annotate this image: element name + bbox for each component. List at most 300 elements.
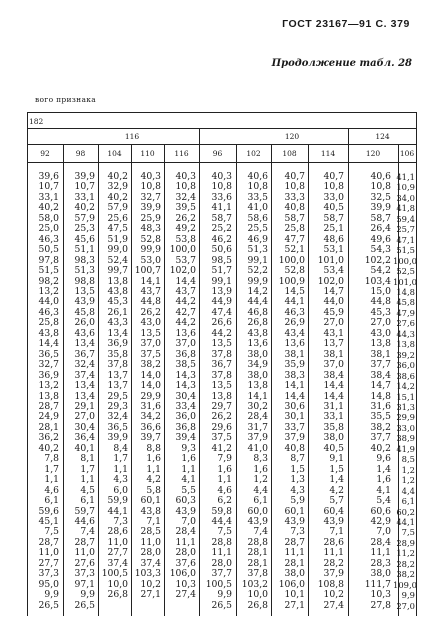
table-cell: 41,1 [211,202,232,214]
table-cell: 26,2 [140,306,161,318]
table-cell: 26,8 [247,599,268,611]
table-cell: 97,8 [38,254,59,266]
table-cell: 28,0 [140,547,161,559]
column-header: 116 [174,149,189,158]
table-cell: 26,0 [74,317,95,329]
table-cell: 37,0 [323,359,344,371]
table-cell: 99,9 [140,244,161,256]
table-cell: 40,7 [284,171,305,182]
table-cell: 37,3 [74,568,95,580]
table-cell: 38,3 [284,369,305,381]
table-cell: 28,6 [107,526,128,538]
table-cell: 41,0 [247,442,268,454]
table-cell: 4,6 [217,484,232,496]
table-cell: 10,2 [323,589,344,601]
table-cell: 10,3 [370,589,391,601]
table-cell: 26,8 [247,317,268,329]
table-cell: 4,3 [113,474,128,486]
table-cell: 4,4 [401,485,415,496]
table-cell: 1,6 [146,453,161,465]
table-cell: 39,5 [175,202,196,214]
table-cell: 38,0 [284,568,305,580]
table-cell: 40,3 [211,171,232,182]
table-cell: 48,3 [140,223,161,235]
table-cell: 43,7 [175,285,196,297]
table-cell: 59,9 [107,495,128,507]
table-cell: 10,1 [284,589,305,601]
table-cell: 51,3 [74,265,95,277]
table-cell: 10,8 [211,181,232,193]
column-header: 98 [75,149,86,158]
table-cell: 10,0 [107,578,128,590]
table-cell: 8,5 [401,454,415,465]
table-cell: 53,8 [175,233,196,245]
table-cell: 25,9 [140,212,161,224]
data-column [349,172,391,611]
table-cell: 37,5 [140,348,161,360]
table-cell: 43,8 [247,327,268,339]
table-cell: 1,1 [113,463,128,475]
table-cell: 27,1 [284,599,305,611]
column-header: 104 [107,149,122,158]
table-cell: 38,2 [396,569,415,580]
table-cell: 44,2 [175,317,196,329]
table-cell: 40,7 [323,171,344,182]
table-cell: 103,4 [364,275,391,287]
table-cell: 44,6 [74,515,95,527]
table-cell: 102,2 [364,254,391,266]
table-cell: 40,2 [107,171,128,182]
table-cell: 43,9 [323,515,344,527]
table-cell: 40,6 [370,171,391,182]
table-cell: 26,5 [74,599,95,611]
table-cell: 37,4 [140,557,161,569]
column-header: 96 [212,149,223,158]
table-cell: 27,6 [74,557,95,569]
table-cell: 5,8 [146,484,161,496]
table-cell: 28,0 [175,547,196,559]
table-cell: 7,1 [329,526,344,538]
table-cell: 27,8 [370,599,391,611]
table-cell: 7,5 [217,526,232,538]
table-cell: 99,7 [107,265,128,277]
table-cell: 51,9 [107,233,128,245]
table-cell: 10,8 [175,181,196,193]
table-cell: 39,4 [175,432,196,444]
table-cell: 8,4 [113,442,128,454]
table-cell: 48,6 [323,233,344,245]
table-cell: 14,0 [140,380,161,392]
table-cell: 9,6 [376,453,391,465]
table-cell: 36,7 [211,359,232,371]
table-cell: 24,9 [38,411,59,423]
table-cell: 60,2 [396,506,415,517]
table-cell: 11,1 [175,536,196,548]
table-cell: 1,2 [253,474,268,486]
table-cell: 40,5 [323,202,344,214]
table-cell: 38,0 [370,568,391,580]
table-cell: 44,0 [323,296,344,308]
table-cell: 14,4 [323,380,344,392]
table-cell: 108,8 [317,578,344,590]
table-cell: 7,0 [376,526,391,538]
table-cell: 35,9 [284,359,305,371]
table-cell: 49,6 [370,233,391,245]
table-cell: 46,3 [38,233,59,245]
table-cell: 5,5 [181,484,196,496]
table-cell: 52,4 [107,254,128,266]
table-cell: 37,0 [175,338,196,350]
table-cell: 102,0 [169,265,196,277]
table-cell: 1,5 [290,463,305,475]
table-cell: 45,3 [370,306,391,318]
table-cell: 40,3 [140,171,161,182]
table-cell: 102,0 [317,275,344,287]
table-cell: 100,9 [278,275,305,287]
table-cell: 46,2 [211,233,232,245]
table-cell: 13,8 [396,339,415,350]
table-cell: 58,7 [323,212,344,224]
table-cell: 1,1 [217,474,232,486]
table-cell: 13,4 [74,338,95,350]
table-cell: 99,9 [247,275,268,287]
table-cell: 14,3 [175,380,196,392]
table-cell: 43,6 [74,327,95,339]
table-cell: 4,1 [181,474,196,486]
table-cell: 38,0 [247,348,268,360]
table-rule [27,144,417,145]
table-cell: 44,8 [370,296,391,308]
table-cell: 106,0 [169,568,196,580]
table-cell: 40,2 [370,442,391,454]
table-cell: 60,6 [370,505,391,517]
table-cell: 39,9 [107,432,128,444]
table-cell: 59,4 [396,213,415,224]
data-column [237,172,268,611]
table-cell: 38,4 [370,369,391,381]
table-cell: 6,1 [401,496,415,507]
table-cell: 7,8 [44,453,59,465]
column-header: 114 [320,149,336,158]
table-cell: 36,6 [140,421,161,433]
table-cell: 46,3 [38,306,59,318]
table-cell: 13,2 [38,380,59,392]
table-cell: 29,6 [211,421,232,433]
table-cell: 13,8 [211,390,232,402]
table-cell: 14,1 [140,275,161,287]
table-cell: 26,4 [370,223,391,235]
table-cell: 37,3 [38,568,59,580]
table-cell: 14,4 [38,338,59,350]
table-cell: 11,2 [396,548,415,559]
table-cell: 41,8 [396,203,415,214]
table-cell: 28,1 [247,557,268,569]
table-cell: 13,9 [211,285,232,297]
table-cell: 26,2 [211,411,232,423]
table-cell: 59,7 [74,505,95,517]
data-column [309,172,344,611]
table-cell: 31,6 [370,400,391,412]
table-cell: 99,1 [247,254,268,266]
table-cell: 7,1 [146,515,161,527]
table-cell: 111,7 [364,578,391,590]
table-cell: 54,3 [370,244,391,256]
data-column [28,172,59,611]
table-cell: 36,7 [74,348,95,360]
table-cell: 10,0 [247,589,268,601]
table-cell: 100,5 [101,568,128,580]
table-cell: 39,9 [140,202,161,214]
table-cell: 33,0 [323,191,344,203]
table-cell: 1,6 [376,474,391,486]
table-cell: 45,8 [74,306,95,318]
table-cell: 100,5 [205,578,232,590]
table-cell: 11,0 [107,536,128,548]
column-header: 92 [40,149,50,158]
table-cell: 49,2 [175,223,196,235]
table-cell: 13,8 [38,390,59,402]
table-cell: 34,0 [396,192,415,203]
table-cell: 9,9 [80,589,95,601]
table-cell: 44,4 [211,515,232,527]
table-cell: 14,0 [140,369,161,381]
table-cell: 1,4 [329,474,344,486]
table-cell: 44,4 [247,296,268,308]
table-cell: 9,9 [401,590,415,601]
table-cell: 13,4 [74,390,95,402]
table-cell: 28,2 [323,557,344,569]
table-cell: 43,9 [247,515,268,527]
table-cell: 51,5 [396,245,415,256]
table-cell: 44,1 [284,296,305,308]
table-cell: 9,1 [329,453,344,465]
table-cell: 13,6 [284,338,305,350]
table-cell: 45,6 [74,233,95,245]
table-cell: 42,9 [370,515,391,527]
table-cell: 43,9 [74,296,95,308]
table-cell: 40,6 [247,171,268,182]
table-cell: 41,1 [396,172,415,182]
table-cell: 25,3 [74,223,95,235]
data-column [165,172,196,601]
table-cell: 13,5 [211,380,232,392]
table-cell: 58,7 [211,212,232,224]
table-cell: 7,5 [44,526,59,538]
table-cell: 13,6 [247,338,268,350]
table-cell: 47,9 [396,307,415,318]
table-cell: 51,1 [74,244,95,256]
table-cell: 37,8 [211,369,232,381]
table-cell: 29,7 [211,400,232,412]
group-header-124: 124 [375,132,390,141]
table-cell: 33,4 [175,400,196,412]
table-cell: 51,7 [211,265,232,277]
table-cell: 14,7 [323,285,344,297]
table-cell: 26,8 [107,589,128,601]
table-cell: 1,6 [253,463,268,475]
table-cell: 38,4 [323,369,344,381]
table-cell: 13,2 [38,285,59,297]
table-cell: 4,2 [329,484,344,496]
table-cell: 10,8 [140,181,161,193]
table-cell: 37,8 [211,348,232,360]
table-cell: 33,5 [247,191,268,203]
table-cell: 32,7 [38,359,59,371]
table-cell: 28,5 [140,526,161,538]
table-cell: 10,2 [140,578,161,590]
table-cell: 47,4 [211,306,232,318]
table-cell: 15,0 [370,285,391,297]
table-cell: 33,1 [323,411,344,423]
table-cell: 10,3 [175,578,196,590]
table-cell: 39,2 [396,349,415,360]
table-cell: 27,4 [175,589,196,601]
table-cell: 35,8 [107,348,128,360]
table-cell: 47,1 [396,234,415,245]
table-cell: 11,0 [38,547,59,559]
table-cell: 40,5 [323,442,344,454]
table-cell: 27,4 [323,599,344,611]
table-cell: 26,2 [175,212,196,224]
table-cell: 25,8 [38,317,59,329]
table-cell: 13,4 [74,380,95,392]
table-cell: 109,0 [393,579,417,590]
table-cell: 33,7 [284,421,305,433]
table-cell: 36,5 [38,348,59,360]
table-cell: 1,1 [44,474,59,486]
table-cell: 36,0 [175,411,196,423]
table-cell: 60,0 [247,505,268,517]
table-cell: 14,8 [396,286,415,297]
table-cell: 10,7 [38,181,59,193]
table-cell: 25,0 [38,223,59,235]
table-cell: 95,0 [38,578,59,590]
table-cell: 32,4 [74,359,95,371]
column-header: 106 [399,149,415,158]
table-cell: 45,9 [323,306,344,318]
table-cell: 8,3 [253,453,268,465]
table-cell: 52,8 [284,265,305,277]
table-cell: 14,4 [323,390,344,402]
table-cell: 32,4 [175,191,196,203]
table-cell: 28,1 [284,557,305,569]
column-header: 108 [282,149,297,158]
table-cell: 40,8 [284,442,305,454]
table-cell: 33,1 [38,191,59,203]
table-cell: 6,0 [113,484,128,496]
table-cell: 43,0 [370,327,391,339]
table-cell: 29,5 [107,390,128,402]
table-cell: 11,0 [140,536,161,548]
table-cell: 28,3 [370,557,391,569]
table-cell: 13,7 [323,338,344,350]
table-cell: 60,3 [175,495,196,507]
table-border-right [416,112,417,616]
table-cell: 38,6 [396,370,415,381]
table-cell: 1,1 [181,463,196,475]
table-cell: 13,6 [175,327,196,339]
table-cell: 100,0 [278,254,305,266]
table-cell: 7,5 [401,527,415,538]
table-cell: 33,1 [74,191,95,203]
table-cell: 38,1 [370,348,391,360]
table-cell: 13,8 [370,338,391,350]
table-cell: 28,7 [74,536,95,548]
table-cell: 11,1 [211,547,232,559]
data-column [393,172,415,611]
table-cell: 13,5 [74,285,95,297]
table-cell: 37,7 [370,432,391,444]
table-cell: 36,8 [175,348,196,360]
table-cell: 40,2 [74,202,95,214]
table-cell: 44,1 [107,505,128,517]
table-cell: 25,5 [247,223,268,235]
table-cell: 103,3 [134,568,161,580]
table-cell: 30,4 [74,421,95,433]
table-cell: 30,4 [175,390,196,402]
table-cell: 1,4 [376,463,391,475]
table-cell: 37,7 [370,359,391,371]
table-cell: 10,9 [396,182,415,193]
table-cell: 7,3 [290,526,305,538]
table-cell: 28,9 [396,537,415,548]
table-cell: 37,4 [74,369,95,381]
group-header-120: 120 [284,132,300,141]
table-cell: 11,0 [74,547,95,559]
table-cell: 36,2 [38,432,59,444]
table-cell: 37,6 [175,557,196,569]
table-cell: 43,8 [38,327,59,339]
column-header: 110 [140,149,155,158]
data-table [27,112,417,616]
table-cell: 13,4 [107,327,128,339]
table-cell: 58,6 [247,212,268,224]
table-cell: 50,6 [211,244,232,256]
table-cell: 99,1 [211,275,232,287]
table-cell: 28,4 [175,526,196,538]
table-cell: 51,3 [247,244,268,256]
table-cell: 59,8 [211,505,232,517]
table-cell: 27,0 [370,317,391,329]
table-cell: 44,1 [396,516,415,527]
table-cell: 8,7 [290,453,305,465]
table-cell: 41,9 [396,443,415,454]
table-cell: 7,0 [181,515,196,527]
table-cell: 25,8 [284,223,305,235]
table-cell: 7,3 [113,515,128,527]
table-cell: 1,1 [80,474,95,486]
table-cell: 41,0 [247,202,268,214]
table-cell: 35,8 [323,421,344,433]
table-cell: 4,1 [376,484,391,496]
table-cell: 32,7 [140,191,161,203]
table-cell: 44,3 [396,328,415,339]
table-cell: 98,8 [74,275,95,287]
column-header: 102 [246,149,261,158]
table-cell: 38,5 [175,359,196,371]
table-cell: 60,1 [140,495,161,507]
table-cell: 100,0 [169,244,196,256]
table-cell: 7,9 [217,453,232,465]
table-cell: 31,7 [247,421,268,433]
table-cell: 57,9 [74,212,95,224]
table-cell: 25,1 [323,223,344,235]
table-cell: 13,5 [140,327,161,339]
table-cell: 45,1 [38,515,59,527]
table-cell: 97,1 [74,578,95,590]
table-cell: 38,9 [396,433,415,444]
table-cell: 11,1 [284,547,305,559]
